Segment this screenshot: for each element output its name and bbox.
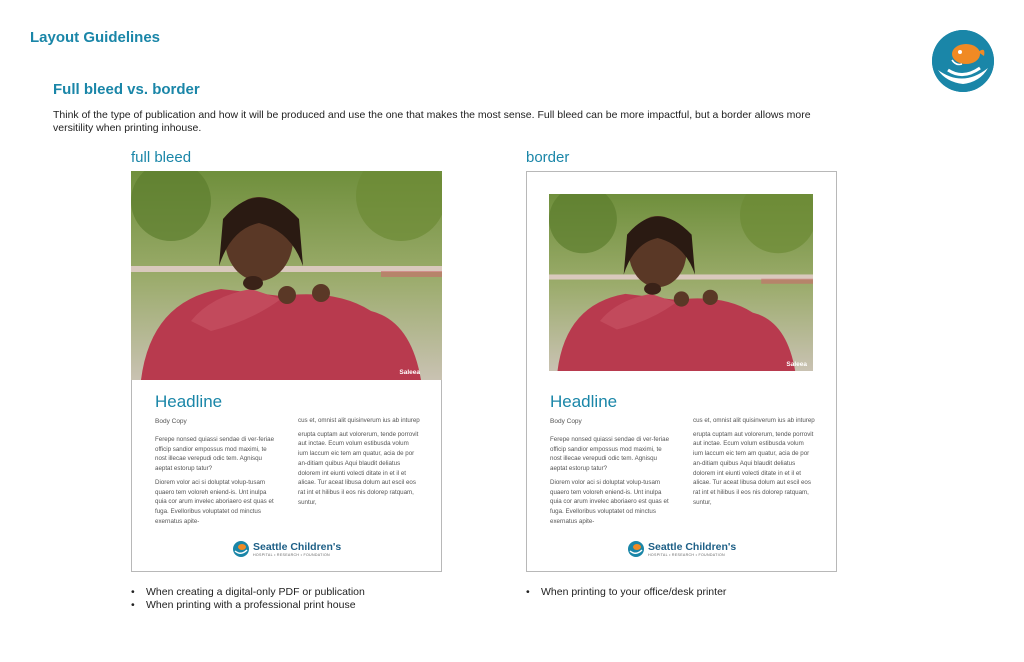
border-bullets (526, 586, 726, 599)
full-bleed-photo (131, 171, 442, 380)
full-bleed-bullets (131, 586, 365, 612)
border-sample-page (526, 171, 837, 572)
list-item: • When printing to your office/desk printer (526, 586, 726, 599)
sample-headline: Headline (155, 392, 223, 411)
border-label: border (526, 149, 570, 166)
body-copy-label: Body Copy (550, 418, 582, 425)
photo-caption: Saleea (399, 369, 420, 376)
brand-whale-icon (628, 541, 644, 557)
body-copy-label: Body Copy (155, 418, 187, 425)
brand-logo (628, 541, 736, 557)
section-title: Layout Guidelines (30, 29, 161, 46)
brand-tagline: HOSPITAL • RESEARCH • FOUNDATION (648, 552, 725, 557)
brand-name: Seattle Children's (648, 540, 737, 553)
seattle-childrens-logo-icon (932, 30, 994, 92)
intro-paragraph: Think of the type of publication and how it will be produced and use the one that makes the most sense. Full bleed can be more impactful, but a border allows more versitility when printing inhouse. (53, 109, 811, 134)
list-item: • When printing with a professional print house (131, 599, 365, 612)
list-item: • When creating a digital-only PDF or publication (131, 586, 365, 599)
full-bleed-sample-page (131, 171, 442, 572)
brand-tagline: HOSPITAL • RESEARCH • FOUNDATION (253, 552, 330, 557)
text-column-1: Ferepe nonsed quiassi sendae di ver-feriae officip sandior empossus mod maximi, te nost illecae verepudi odic tem. Agnisqu aeptat estorup tatur? Diorem volor aci si doluptat volup-tusam quaero tem voloreh eniend-is. Unt inulpa quia cor arum invelec aboriaero est quas et fuga. Evelloribus voluptatet od minctus exernatus apite- (550, 436, 670, 525)
text-column-1: Ferepe nonsed quiassi sendae di ver-feriae officip sandior empossus mod maximi, te nost illecae verepudi odic tem. Agnisqu aeptat estorup tatur? Diorem volor aci si doluptat volup-tusam quaero tem voloreh eniend-is. Unt inulpa quia cor arum invelec aboriaero est quas et fuga. Evelloribus voluptatet od minctus exernatus apite- (155, 436, 275, 525)
border-photo (549, 194, 813, 371)
full-bleed-label: full bleed (131, 149, 192, 166)
brand-name: Seattle Children's (253, 540, 342, 553)
text-column-2: cus et, omnist alit quisinverum ius ab inturep erupta cuptam aut volorerum, tende porrovit aut inctae. Ecum volum estibusda volum ium laccum eic tem am quatur, acia de por an-ditiam quibus Aqui blaudit deliatus dolorem int eiunti volecti ditate in et il et alicae. Tur aceat libusa dolum aut escil eos rat int et hilibus il eos nis dolorep ratquam, suntur, (298, 417, 420, 506)
text-column-2: cus et, omnist alit quisinverum ius ab inturep erupta cuptam aut volorerum, tende porrovit aut inctae. Ecum volum estibusda volum ium laccum eic tem am quatur, acia de por an-ditiam quibus Aqui blaudit deliatus dolorem int eiunti volecti ditate in et il et alicae. Tur aceat libusa dolum aut escil eos rat int et hilibus il eos nis dolorep ratquam, suntur, (693, 417, 815, 506)
brand-logo (233, 541, 341, 557)
brand-whale-icon (233, 541, 249, 557)
page-heading: Full bleed vs. border (53, 81, 200, 98)
photo-caption: Saleea (786, 361, 807, 368)
sample-headline: Headline (550, 392, 618, 411)
